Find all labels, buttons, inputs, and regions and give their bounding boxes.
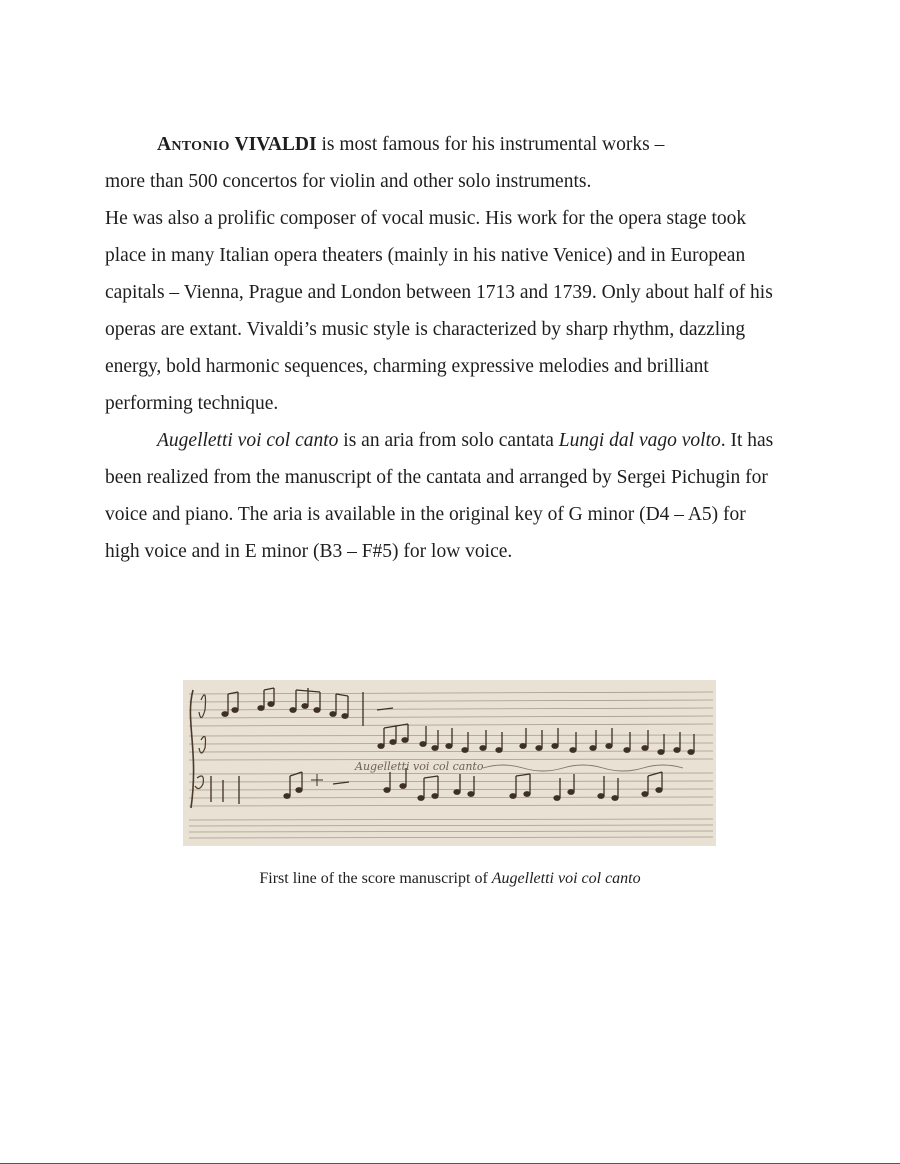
aria-text-a: is an aria from solo cantata — [338, 430, 559, 451]
intro-line-2: more than 500 concertos for violin and other solo instruments. — [105, 171, 592, 192]
aria-title: Augelletti voi col canto — [157, 430, 339, 451]
manuscript-lyric: Augelletti voi col canto — [355, 760, 484, 773]
caption-title: Augelletti voi col canto — [491, 870, 641, 887]
body-text — [105, 126, 785, 570]
paragraph-vocal-music: He was also a prolific composer of vocal music. His work for the opera stage took place in many Italian opera theaters (mainly in his native Venice) and in European capitals – Vienna, Prague and London between 1713 and 1739. Only about half of his operas are extant. Vivaldi’s music style is characterized by sharp rhythm, dazzling energy, bold harmonic sequences, charming expressive melodies and brilliant performing technique. — [105, 208, 773, 414]
caption-prefix: First line of the score manuscript of — [259, 870, 492, 887]
composer-surname: VIVALDI — [234, 134, 317, 155]
intro-line-1: is most famous for his instrumental works – — [316, 134, 665, 155]
manuscript-image — [183, 680, 716, 846]
cantata-title: Lungi dal vago volto — [558, 430, 721, 451]
paragraph-vivaldi-intro — [105, 126, 785, 200]
manuscript-score-drawing — [183, 680, 716, 846]
figure-caption — [0, 868, 900, 890]
paragraph-aria — [105, 422, 785, 570]
aria-text-b: . It has been realized from the manuscript of the cantata and arranged by Sergei Pichugin for voice and piano. The aria is available in the original key of G minor (D4 – A5) for high voice and in E minor (B3 – F#5) for low voice. — [105, 430, 774, 562]
composer-first-name: Antonio — [157, 134, 230, 155]
